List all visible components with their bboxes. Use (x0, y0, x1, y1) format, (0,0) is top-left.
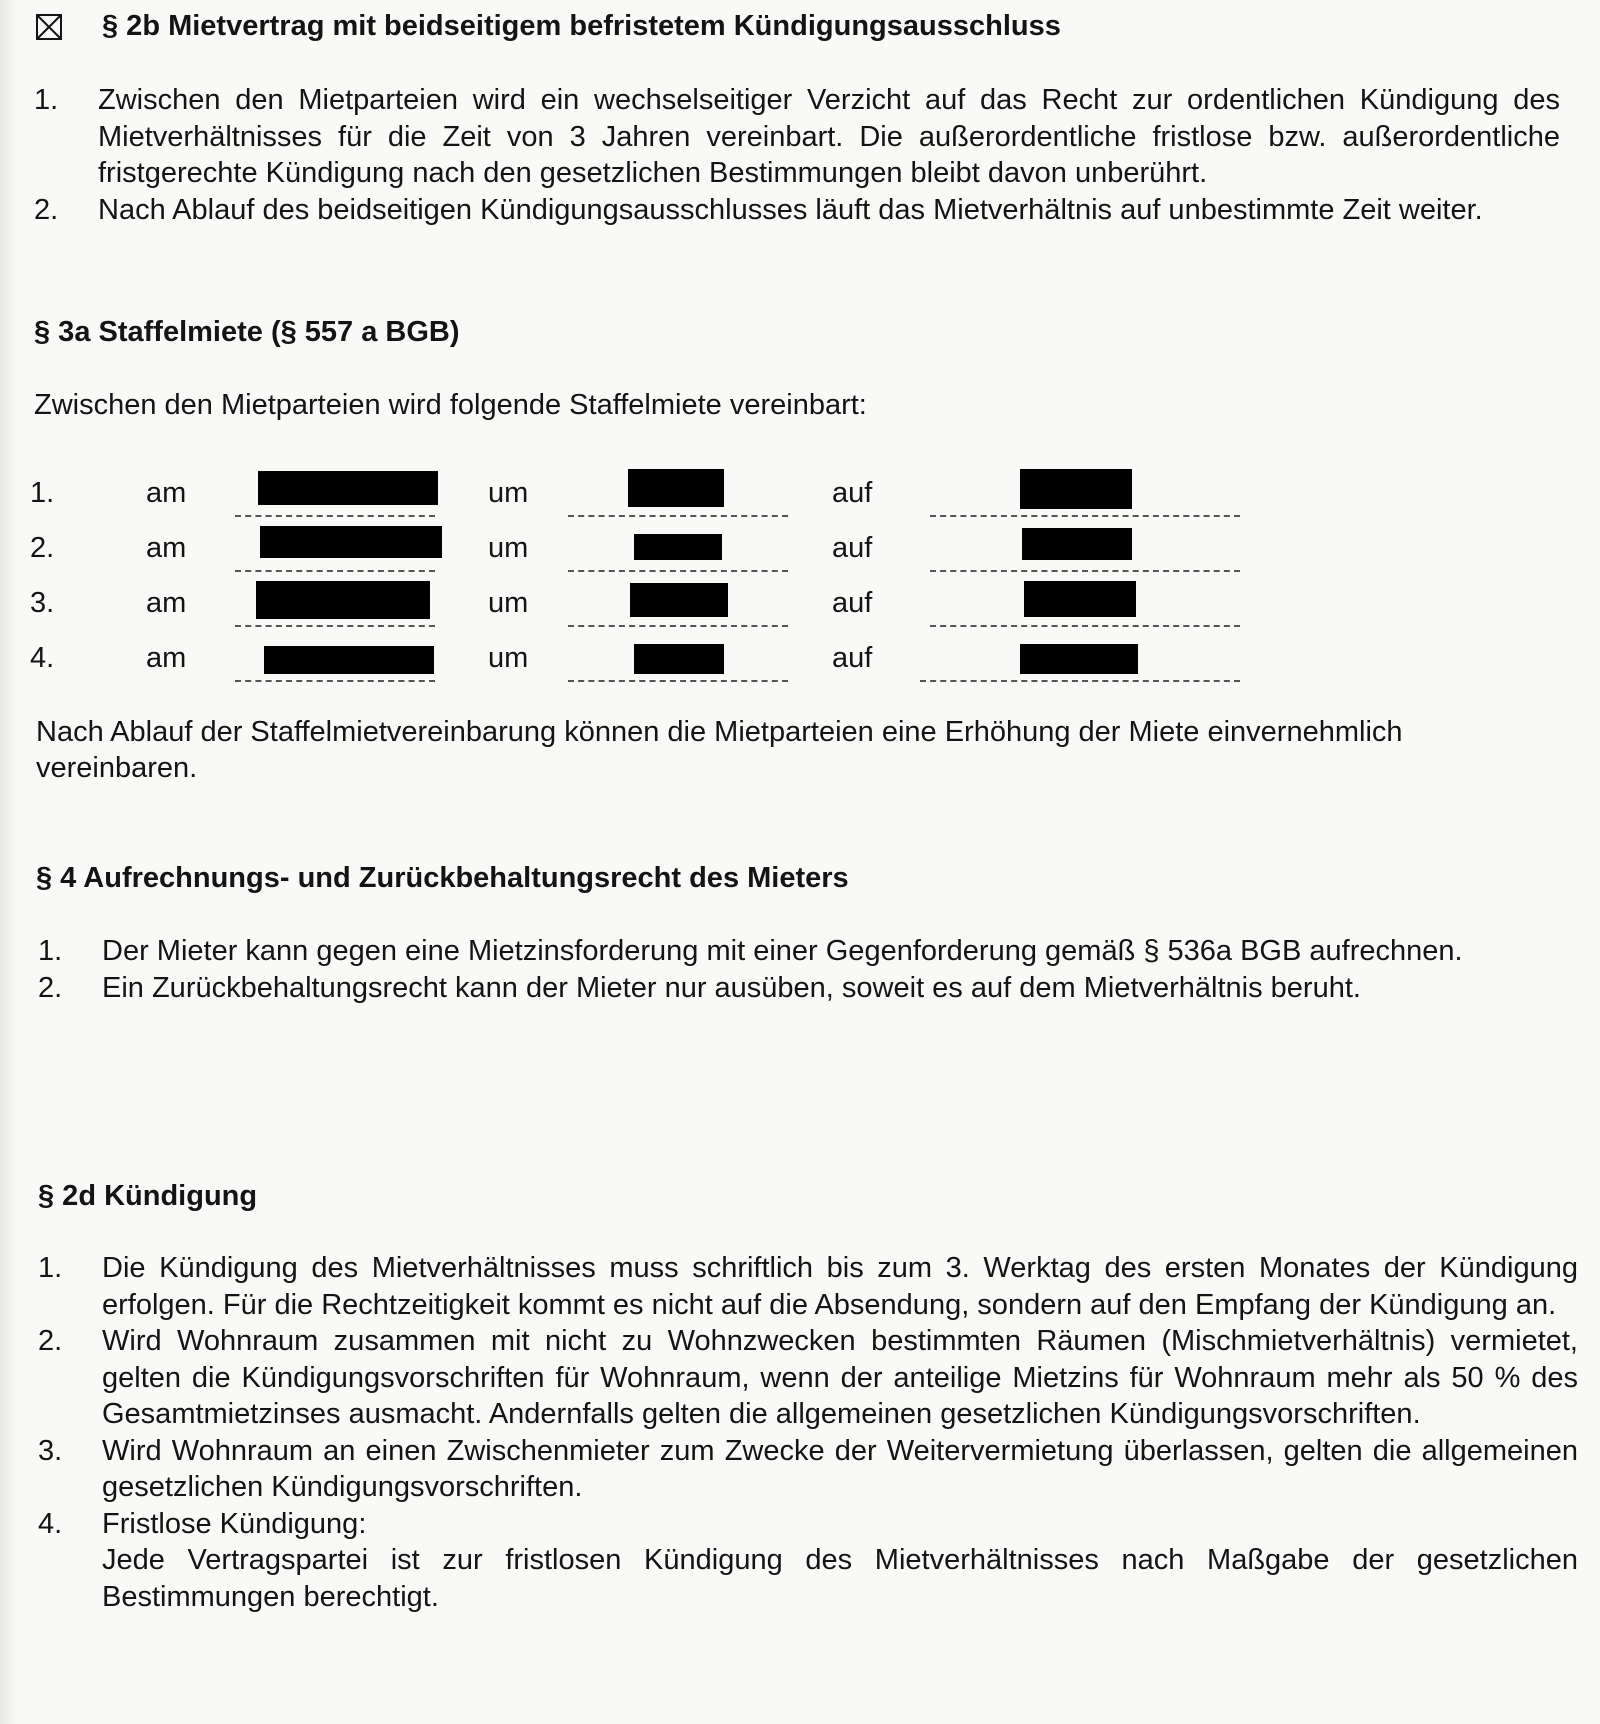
amount-line (568, 515, 788, 517)
label-auf: auf (832, 477, 873, 509)
section-2d-title: § 2d Kündigung (38, 1180, 258, 1212)
amount-line (568, 680, 788, 682)
amount-line (568, 625, 788, 627)
section-3a-outro: Nach Ablauf der Staffelmietvereinbarung können die Mietparteien eine Erhöhung der Miete einvernehmlich vereinbaren. (36, 716, 1403, 784)
list-item (38, 933, 1560, 970)
redacted-rent (1020, 469, 1132, 509)
redacted-rent (1022, 528, 1132, 560)
list-item (38, 1250, 1578, 1323)
section-3a-intro: Zwischen den Mietparteien wird folgende Staffelmiete vereinbart: (34, 389, 867, 421)
item-number: 2. (34, 193, 59, 226)
redacted-date (264, 646, 434, 674)
item-text: Der Mieter kann gegen eine Mietzinsforderung mit einer Gegenforderung gemäß § 536a BGB aufrechnen. (102, 935, 1463, 967)
staffel-row (30, 642, 1240, 686)
row-number: 3. (30, 587, 55, 619)
redacted-increase (634, 644, 724, 674)
label-auf: auf (832, 532, 873, 564)
item-subtext: Jede Vertragspartei ist zur fristlosen Kündigung des Mietverhältnisses nach Maßgabe der gesetzlichen Bestimmungen berechtigt. (102, 1544, 1578, 1613)
row-number: 2. (30, 532, 55, 564)
section-2d-list (38, 1250, 1578, 1615)
staffel-row (30, 532, 1240, 576)
date-line (235, 625, 435, 627)
label-auf: auf (832, 642, 873, 674)
label-um: um (488, 587, 529, 619)
item-number: 4. (38, 1507, 63, 1540)
item-number: 1. (38, 1252, 63, 1284)
label-am: am (146, 477, 187, 509)
row-number: 1. (30, 477, 55, 509)
redacted-increase (630, 583, 728, 617)
item-text: Nach Ablauf des beidseitigen Kündigungsausschlusses läuft das Mietverhältnis auf unbestimmte Zeit weiter. (98, 193, 1483, 226)
section-2b-title: § 2b Mietvertrag mit beidseitigem befristetem Kündigungsausschluss (102, 10, 1061, 42)
redacted-increase (628, 469, 724, 507)
staffel-row (30, 477, 1240, 521)
item-number: 2. (38, 1325, 63, 1357)
label-auf: auf (832, 587, 873, 619)
label-um: um (488, 477, 529, 509)
item-text: Fristlose Kündigung: (102, 1507, 367, 1540)
label-um: um (488, 642, 529, 674)
list-item (34, 192, 1560, 229)
amount-line (568, 570, 788, 572)
label-am: am (146, 587, 187, 619)
scan-edge-shadow (0, 0, 18, 1724)
redacted-increase (634, 534, 722, 560)
redacted-date (256, 581, 430, 619)
list-item (34, 82, 1560, 192)
item-text: Die Kündigung des Mietverhältnisses muss schriftlich bis zum 3. Werktag des ersten Monates der Kündigung erfolgen. Für die Rechtzeitigkeit kommt es nicht auf die Absendung, sondern auf den Empfang der Kündigung an. (102, 1252, 1578, 1321)
list-item (38, 1323, 1578, 1433)
item-text: Ein Zurückbehaltungsrecht kann der Mieter nur ausüben, soweit es auf dem Mietverhältnis beruht. (102, 971, 1361, 1004)
checked-box-icon (36, 14, 62, 40)
item-number: 1. (38, 935, 63, 967)
item-text: Wird Wohnraum an einen Zwischenmieter zum Zwecke der Weitervermietung überlassen, gelten die allgemeinen gesetzlichen Kündigungsvorschriften. (102, 1434, 1578, 1503)
label-am: am (146, 642, 187, 674)
section-4-list (38, 933, 1560, 1006)
staffel-row (30, 587, 1240, 631)
item-number: 2. (38, 971, 63, 1004)
total-line (930, 570, 1240, 572)
redacted-date (260, 526, 442, 558)
item-text: Wird Wohnraum zusammen mit nicht zu Wohnzwecken bestimmten Räumen (Mischmietverhältnis) vermietet, gelten die Kündigungsvorschriften für Wohnraum, wenn der anteilige Mietzins für Wohnraum mehr als 50 % des Gesamtmietzinses ausmacht. Andernfalls gelten die allgemeinen gesetzlichen Kündigungsvorschriften. (102, 1325, 1578, 1430)
label-am: am (146, 532, 187, 564)
item-number: 3. (38, 1434, 63, 1467)
redacted-date (258, 471, 438, 505)
list-item (38, 1506, 1578, 1616)
row-number: 4. (30, 642, 55, 674)
list-item (38, 1433, 1578, 1506)
item-number: 1. (34, 84, 59, 116)
redacted-rent (1024, 581, 1136, 617)
item-text: Zwischen den Mietparteien wird ein wechselseitiger Verzicht auf das Recht zur ordentlichen Kündigung des Mietverhältnisses für die Zeit von 3 Jahren vereinbart. Die außerordentliche fristlose bzw. außerordentliche fristgerechte Kündigung nach den gesetzlichen Bestimmungen bleibt davon unberührt. (98, 84, 1560, 189)
date-line (235, 515, 435, 517)
date-line (235, 680, 435, 682)
list-item (38, 970, 1560, 1007)
date-line (235, 570, 435, 572)
total-line (920, 680, 1240, 682)
section-4-title: § 4 Aufrechnungs- und Zurückbehaltungsrecht des Mieters (36, 862, 849, 894)
total-line (930, 625, 1240, 627)
redacted-rent (1020, 644, 1138, 674)
total-line (930, 515, 1240, 517)
label-um: um (488, 532, 529, 564)
section-3a-title: § 3a Staffelmiete (§ 557 a BGB) (34, 316, 460, 348)
section-2b-list (34, 82, 1560, 228)
